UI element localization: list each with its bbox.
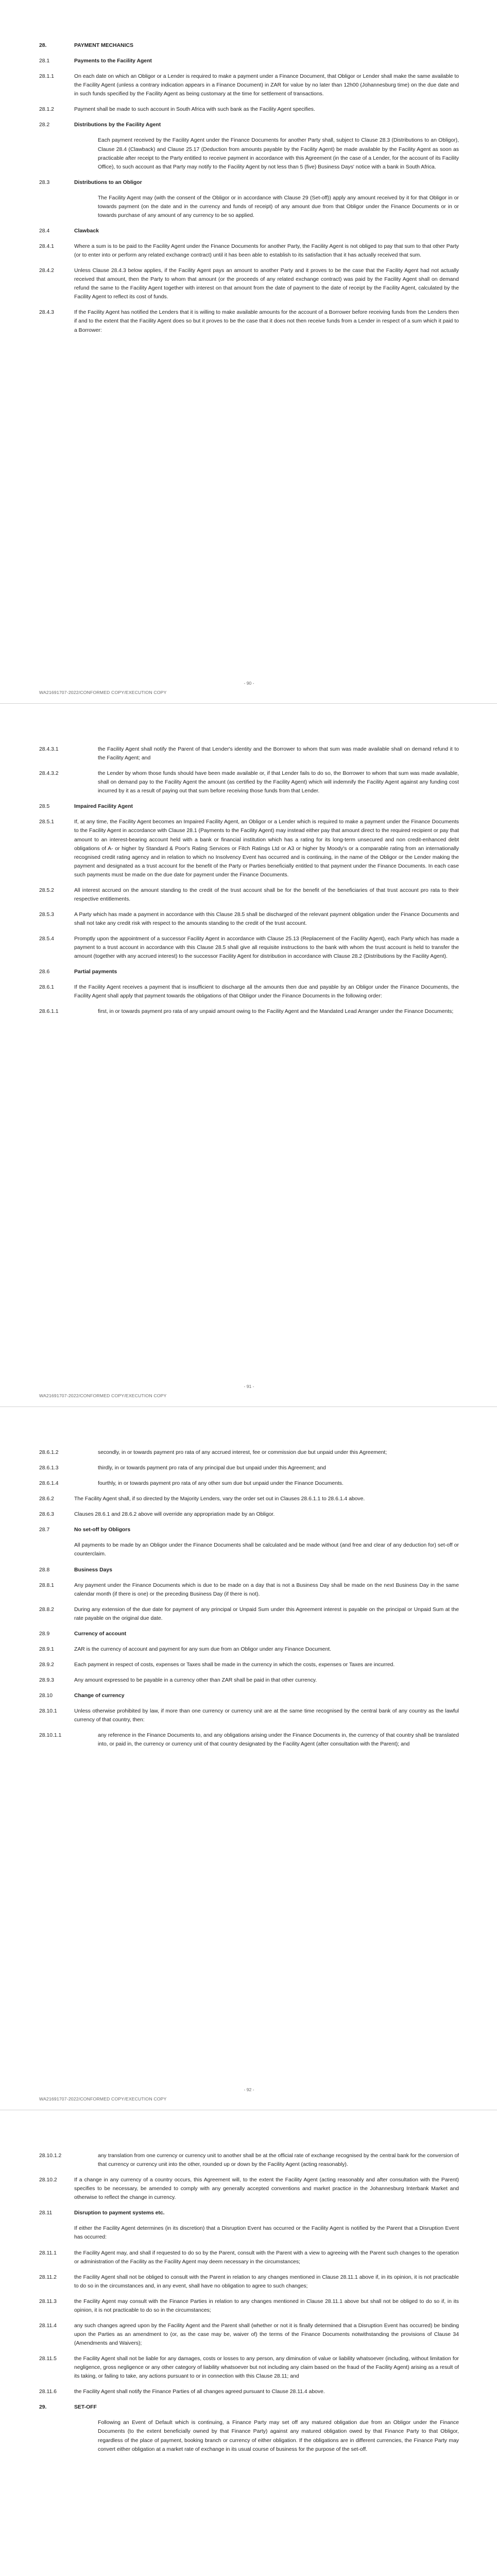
clause-number xyxy=(39,1541,74,1558)
clause-paragraph xyxy=(39,72,459,98)
clause-paragraph xyxy=(39,1731,459,1749)
clause-paragraph xyxy=(39,194,459,220)
page-number: - 92 - xyxy=(244,2087,254,2092)
clause-text: Payments to the Facility Agent xyxy=(74,58,152,64)
clause-number: 28.10.1 xyxy=(39,1708,57,1715)
clause-paragraph xyxy=(39,1645,459,1654)
clause-number: 28.11.1 xyxy=(39,2250,57,2256)
clause-text: any reference in the Finance Documents to, and any obligations arising under the Finance Documents in, the currency of that country shall be translated into, or paid in, the currency or currency unit of that country designated by the Facility Agent (after consultation with the Parent); and xyxy=(98,1733,459,1748)
clause-text: Clauses 28.6.1 and 28.6.2 above will override any appropriation made by an Obligor. xyxy=(74,1512,275,1518)
clause-text: PAYMENT MECHANICS xyxy=(74,43,133,48)
clause-number: 28.7 xyxy=(39,1527,50,1533)
clause-text: Distributions to an Obligor xyxy=(74,179,142,185)
clause-paragraph xyxy=(39,1464,459,1472)
clause-number: 28.6.1.3 xyxy=(39,1465,59,1471)
clause-heading xyxy=(39,57,459,65)
clause-paragraph xyxy=(39,1707,459,1724)
clause-number: 28.6.2 xyxy=(39,1496,54,1502)
clause-text: Disruption to payment systems etc. xyxy=(74,2210,165,2216)
clause-paragraph xyxy=(39,910,459,928)
clause-number xyxy=(39,136,74,171)
clause-paragraph xyxy=(39,2418,459,2453)
page-content xyxy=(39,2151,459,2454)
clause-text: A Party which has made a payment in accordance with this Clause 28.5 shall be discharged of the relevant payment obligation under the Finance Documents and shall not take any credit risk with respect to the amounts standing to the credit of the trust account. xyxy=(74,911,459,926)
clause-paragraph xyxy=(39,1510,459,1519)
clause-number: 28.10.1.1 xyxy=(39,1733,62,1739)
clause-text: Following an Event of Default which is continuing, a Finance Party may set off any matured obligation due from an Obligor under the Finance Documents (to the extent beneficially owned by that Finance Party) against any matured obligation owed by that Finance Party to that Obligor, regardless of the place of payment, booking branch or currency of either obligation. If the obligations are in different currencies, the Finance Party may convert either obligation at a market rate of exchange in its usual course of business for the purpose of the set-off. xyxy=(98,2420,459,2452)
clause-number: 28.9.1 xyxy=(39,1646,54,1652)
clause-heading xyxy=(39,1526,459,1534)
clause-number: 28.11 xyxy=(39,2210,53,2216)
document-page xyxy=(0,2110,497,2576)
clause-heading xyxy=(39,1630,459,1638)
clause-paragraph xyxy=(39,1660,459,1669)
clause-number: 29. xyxy=(39,2404,47,2411)
page-content xyxy=(39,745,459,1016)
clause-text: No set-off by Obligors xyxy=(74,1527,131,1533)
clause-paragraph xyxy=(39,1007,459,1016)
clause-paragraph xyxy=(39,935,459,961)
clause-paragraph xyxy=(39,2297,459,2315)
clause-number: 28.5.1 xyxy=(39,819,54,825)
page-content xyxy=(39,41,459,335)
clause-paragraph xyxy=(39,2387,459,2396)
clause-number: 28.4.3.2 xyxy=(39,771,59,777)
clause-number: 28.1.1 xyxy=(39,74,54,80)
document-page xyxy=(0,1406,497,2110)
clause-number xyxy=(39,194,74,220)
clause-text: If, at any time, the Facility Agent becomes an Impaired Facility Agent, an Obligor or a Lender which is required to make a payment under the Finance Documents to the Facility Agent in accordance with Clause 28.1 (Payments to the Facility Agent) may instead either pay that amount direct to the required recipient or pay that amount to an interest-bearing account held with a bank or financial institution which has a rating for its long-term unsecured and non credit-enhanced debt obligations of A- or higher by Standard & Poor's Rating Services or Fitch Ratings Ltd or A3 or higher by Moody's or a comparable rating from an internationally recognised credit rating agency and in relation to which no Insolvency Event has occurred and is continuing, in the name of the Obligor or the Lender making the payment and designated as a trust account for the benefit of the Party or Parties beneficially entitled to that payment under the Finance Documents. In each case such payments must be made on the due date for payment under the Finance Documents. xyxy=(74,819,459,878)
clause-text: If the Facility Agent receives a payment that is insufficient to discharge all the amounts then due and payable by an Obligor under the Finance Documents, the Facility Agent shall apply that payment towards the obligations of that Obligor under the Finance Documents in the following order: xyxy=(74,985,459,999)
page-footer xyxy=(39,1384,459,1398)
document-page xyxy=(0,703,497,1406)
clause-number: 28.10.2 xyxy=(39,2177,57,2183)
clause-paragraph xyxy=(39,769,459,795)
clause-heading xyxy=(39,2403,459,2412)
clause-paragraph xyxy=(39,2273,459,2291)
clause-text: thirdly, in or towards payment pro rata of any principal due but unpaid under this Agreement; and xyxy=(98,1465,326,1471)
clause-text: fourthly, in or towards payment pro rata of any other sum due but unpaid under the Finance Documents. xyxy=(98,1481,344,1487)
clause-text: Distributions by the Facility Agent xyxy=(74,122,161,128)
clause-heading xyxy=(39,802,459,811)
clause-heading xyxy=(39,2209,459,2217)
page-content xyxy=(39,1448,459,1749)
clause-paragraph xyxy=(39,2249,459,2266)
footer-reference: WA21691707-2022/CONFORMED COPY/EXECUTION COPY xyxy=(39,2096,167,2102)
clause-number: 28.8.1 xyxy=(39,1582,54,1588)
clause-text: the Facility Agent shall not be obliged to consult with the Parent in relation to any changes mentioned in Clause 28.11.1 above if, in its opinion, it is not practicable to do so in the circumstances and, in any event, shall have no obligation to agree to such changes; xyxy=(74,2274,459,2289)
clause-paragraph xyxy=(39,983,459,1001)
clause-paragraph xyxy=(39,1605,459,1623)
clause-text: If the Facility Agent has notified the Lenders that it is willing to make available amounts for the account of a Borrower before receiving funds from the Lenders then if and to the extent that the Facility Agent does so but it proves to be the case that it does not then receive funds from a Lender in respect of a sum which it paid to a Borrower: xyxy=(74,310,459,333)
clause-text: first, in or towards payment pro rata of any unpaid amount owing to the Facility Agent and the Mandated Lead Arranger under the Finance Documents; xyxy=(98,1009,454,1015)
clause-text: Each payment received by the Facility Agent under the Finance Documents for another Party shall, subject to Clause 28.3 (Distributions to an Obligor), Clause 28.4 (Clawback) and Clause 25.17 (Deduction from amounts payable by the Facility Agent) be made available by the Facility Agent as soon as practicable after receipt to the Party entitled to receive payment in accordance with this Agreement (in the case of a Lender, for the account of its Facility Office), to such account as that Party may notify to the Facility Agent by not less than 5 (five) Business Days' notice with a bank in South Africa. xyxy=(98,138,459,170)
clause-heading xyxy=(39,1691,459,1700)
clause-text: the Lender by whom those funds should have been made available or, if that Lender fails to do so, the Borrower to whom that sum was made available, shall on demand pay to the Facility Agent the amount (as certified by the Facility Agent) which will indemnify the Facility Agent against any funding cost incurred by it as a result of paying out that sum before receiving those funds from that Lender. xyxy=(98,771,459,794)
clause-number: 28.10 xyxy=(39,1693,53,1699)
clause-number: 28.4.3 xyxy=(39,310,54,316)
clause-text: the Facility Agent shall notify the Parent of that Lender's identity and the Borrower to whom that sum was made available shall on demand refund it to the Facility Agent; and xyxy=(98,747,459,761)
clause-text: ZAR is the currency of account and payment for any sum due from an Obligor under any Finance Document. xyxy=(74,1646,331,1652)
clause-paragraph xyxy=(39,1541,459,1558)
clause-number: 28.5.2 xyxy=(39,887,54,893)
clause-paragraph xyxy=(39,745,459,762)
clause-number: 28.10.1.2 xyxy=(39,2153,62,2159)
clause-heading xyxy=(39,227,459,235)
clause-text: Any payment under the Finance Documents which is due to be made on a day that is not a Business Day shall be made on the next Business Day in the same calendar month (if there is one) or the preceding Business Day (if there is not). xyxy=(74,1582,459,1597)
clause-paragraph xyxy=(39,308,459,334)
clause-number: 28.4.3.1 xyxy=(39,747,59,752)
clause-text: Payment shall be made to such account in South Africa with such bank as the Facility Agent specifies. xyxy=(74,107,315,113)
clause-number: 28.4 xyxy=(39,228,50,234)
clause-text: the Facility Agent may, and shall if requested to do so by the Parent, consult with the Parent with a view to agreeing with the Parent such changes to the operation or administration of the Facility as the Facility Agent may deem necessary in the circumstances; xyxy=(74,2250,459,2265)
page-footer xyxy=(39,681,459,695)
clause-number: 28.4.2 xyxy=(39,268,54,274)
clause-paragraph xyxy=(39,1495,459,1503)
clause-number: 28.8 xyxy=(39,1567,50,1573)
clause-text: Unless Clause 28.4.3 below applies, if the Facility Agent pays an amount to another Party and it proves to be the case that the Facility Agent had not actually received that amount, then the Party to whom that amount (or the proceeds of any related exchange contract) was paid by the Facility Agent shall on demand refund the same to the Facility Agent together with interest on that amount from the date of payment to the date of receipt by the Facility Agent, calculated by the Facility Agent to reflect its cost of funds. xyxy=(74,268,459,300)
clause-text: Promptly upon the appointment of a successor Facility Agent in accordance with Clause 25.13 (Replacement of the Facility Agent), each Party which has made a payment to a trust account in accordance with this Clause 28.5 shall give all requisite instructions to the bank with whom the trust account is held to transfer the amount (together with any accrued interest) to the successor Facility Agent for distribution in accordance with Clause 28.2 (Distributions by the Facility Agent). xyxy=(74,936,459,960)
clause-paragraph xyxy=(39,2151,459,2169)
clause-text: Any amount expressed to be payable in a currency other than ZAR shall be paid in that other currency. xyxy=(74,1677,317,1683)
clause-text: secondly, in or towards payment pro rata of any accrued interest, fee or commission due but unpaid under this Agreement; xyxy=(98,1450,387,1455)
clause-number: 28.6.1.4 xyxy=(39,1481,59,1487)
clause-number: 28.2 xyxy=(39,122,50,128)
clause-text: SET-OFF xyxy=(74,2404,97,2411)
clause-paragraph xyxy=(39,2354,459,2381)
clause-number: 28.9 xyxy=(39,1631,50,1637)
clause-number: 28.3 xyxy=(39,179,50,185)
clause-text: The Facility Agent shall, if so directed by the Majority Lenders, vary the order set out in Clauses 28.6.1.1 to 28.6.1.4 above. xyxy=(74,1496,365,1502)
clause-number: 28.11.4 xyxy=(39,2323,57,2329)
clause-text: the Facility Agent may consult with the Finance Parties in relation to any changes mentioned in Clause 28.11.1 above but shall not be obliged to do so if, in its opinion, it is not practicable to do so in the circumstances; xyxy=(74,2298,459,2313)
clause-text: If a change in any currency of a country occurs, this Agreement will, to the extent the Facility Agent (acting reasonably and after consultation with the Parent) specifies to be necessary, be amended to comply with any generally accepted conventions and market practice in the Johannesburg Interbank Market and otherwise to reflect the change in currency. xyxy=(74,2177,459,2201)
clause-text: Where a sum is to be paid to the Facility Agent under the Finance Documents for another Party, the Facility Agent is not obliged to pay that sum to that other Party (or to enter into or perform any related exchange contract) until it has been able to establish to its satisfaction that it has actually received that sum. xyxy=(74,244,459,259)
clause-text: Each payment in respect of costs, expenses or Taxes shall be made in the currency in which the costs, expenses or Taxes are incurred. xyxy=(74,1662,395,1668)
clause-number: 28.11.6 xyxy=(39,2389,57,2395)
clause-text: Change of currency xyxy=(74,1693,125,1699)
footer-reference: WA21691707-2022/CONFORMED COPY/EXECUTION COPY xyxy=(39,690,167,695)
clause-number: 28. xyxy=(39,43,47,48)
clause-text: Impaired Facility Agent xyxy=(74,804,133,810)
clause-number: 28.1.2 xyxy=(39,107,54,113)
footer-reference: WA21691707-2022/CONFORMED COPY/EXECUTION COPY xyxy=(39,1393,167,1398)
clause-number: 28.11.5 xyxy=(39,2356,57,2362)
clause-number: 28.11.2 xyxy=(39,2274,57,2280)
clause-number xyxy=(39,2224,74,2242)
clause-text: All payments to be made by an Obligor under the Finance Documents shall be calculated and be made without (and free and clear of any deduction for) set-off or counterclaim. xyxy=(74,1543,459,1557)
clause-paragraph xyxy=(39,242,459,260)
clause-number: 28.1 xyxy=(39,58,50,64)
clause-heading xyxy=(39,121,459,129)
clause-number: 28.9.3 xyxy=(39,1677,54,1683)
clause-paragraph xyxy=(39,818,459,879)
clause-paragraph xyxy=(39,266,459,301)
clause-text: On each date on which an Obligor or a Lender is required to make a payment under a Finance Document, that Obligor or Lender shall make the same available to the Facility Agent (unless a contrary indication appears in a Finance Document) in ZAR for value by no later than 12h00 (Johannesburg time) on the due date and in such funds specified by the Facility Agent as being customary at the time for settlement of transactions. xyxy=(74,74,459,97)
clause-text: Clawback xyxy=(74,228,99,234)
clause-text: The Facility Agent may (with the consent of the Obligor or in accordance with Clause 29 (Set-off)) apply any amount received by it for that Obligor in or towards payment (on the date and in the currency and funds of receipt) of any amount due from that Obligor under the Finance Documents or in or towards purchase of any amount of any currency to be so applied. xyxy=(98,195,459,218)
clause-number: 28.5 xyxy=(39,804,50,810)
clause-text: Unless otherwise prohibited by law, if more than one currency or currency unit are at the same time recognised by the central bank of any country as the lawful currency of that country, then: xyxy=(74,1708,459,1723)
clause-paragraph xyxy=(39,2224,459,2242)
clause-paragraph xyxy=(39,136,459,171)
clause-paragraph xyxy=(39,2321,459,2348)
clause-text: any translation from one currency or currency unit to another shall be at the official rate of exchange recognised by the central bank for the conversion of that currency or currency unit into the other, rounded up or down by the Facility Agent (acting reasonably). xyxy=(98,2153,459,2168)
clause-text: the Facility Agent shall not be liable for any damages, costs or losses to any person, any diminution of value or liability whatsoever (including, without limitation for negligence, gross negligence or any other category of liability whatsoever but not including any claim based on the fraud of the Facility Agent) arising as a result of its taking, or failing to take, any actions pursuant to or in connection with this Clause 28.11; and xyxy=(74,2356,459,2380)
clause-number: 28.11.3 xyxy=(39,2298,57,2304)
clause-number: 28.6.1.1 xyxy=(39,1009,59,1015)
clause-number: 28.8.2 xyxy=(39,1606,54,1613)
clause-heading xyxy=(39,968,459,976)
clause-paragraph xyxy=(39,1479,459,1488)
clause-paragraph xyxy=(39,2176,459,2202)
clause-heading xyxy=(39,178,459,187)
clause-paragraph xyxy=(39,1448,459,1457)
clause-number: 28.5.4 xyxy=(39,936,54,942)
clause-number: 28.4.1 xyxy=(39,244,54,249)
clause-number: 28.6.3 xyxy=(39,1512,54,1518)
clause-text: the Facility Agent shall notify the Finance Parties of all changes agreed pursuant to Clause 28.11.4 above. xyxy=(74,2389,325,2395)
clause-number xyxy=(39,2418,74,2453)
clause-text: Currency of account xyxy=(74,1631,127,1637)
clause-text: If either the Facility Agent determines (in its discretion) that a Disruption Event has occurred or the Facility Agent is notified by the Parent that a Disruption Event has occurred: xyxy=(74,2226,459,2241)
clause-number: 28.5.3 xyxy=(39,911,54,918)
clause-text: Business Days xyxy=(74,1567,112,1573)
clause-paragraph xyxy=(39,886,459,904)
clause-number: 28.6.1.2 xyxy=(39,1450,59,1455)
clause-heading xyxy=(39,1566,459,1574)
clause-text: During any extension of the due date for payment of any principal or Unpaid Sum under this Agreement interest is payable on the principal or Unpaid Sum at the rate payable on the original due date. xyxy=(74,1606,459,1621)
clause-number: 28.9.2 xyxy=(39,1662,54,1668)
page-number: - 91 - xyxy=(244,1384,254,1389)
clause-paragraph xyxy=(39,1676,459,1685)
document-page xyxy=(0,0,497,703)
clause-paragraph xyxy=(39,1581,459,1599)
clause-text: All interest accrued on the amount standing to the credit of the trust account shall be for the benefit of the beneficiaries of that trust account pro rata to their respective entitlements. xyxy=(74,887,459,902)
clause-text: any such changes agreed upon by the Facility Agent and the Parent shall (whether or not it is finally determined that a Disruption Event has occurred) be binding upon the Parties as an amendment to (or, as the case may be, waiver of) the terms of the Finance Documents notwithstanding the provisions of Clause 34 (Amendments and Waivers); xyxy=(74,2323,459,2346)
clause-number: 28.6.1 xyxy=(39,985,54,991)
clause-number: 28.6 xyxy=(39,969,50,975)
clause-heading xyxy=(39,41,459,50)
clause-text: Partial payments xyxy=(74,969,117,975)
page-number: - 90 - xyxy=(244,681,254,686)
page-footer xyxy=(39,2087,459,2102)
clause-paragraph xyxy=(39,105,459,114)
